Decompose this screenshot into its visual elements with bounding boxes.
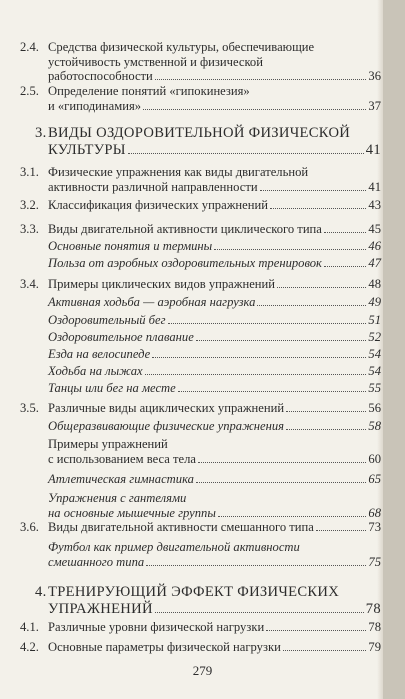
toc-entry-page: 68	[368, 505, 381, 520]
toc-entry-title-line: Различные виды ациклических упражнений	[48, 401, 285, 415]
dot-leader	[146, 565, 366, 566]
toc-entry-page: 47	[368, 256, 381, 270]
dot-leader	[145, 374, 367, 375]
toc-entry-title-line: работоспособности	[48, 69, 153, 83]
toc-entry-page: 52	[368, 330, 381, 344]
toc-entry-number: 4.1.	[20, 620, 39, 634]
toc-entry-title-line: ТРЕНИРУЮЩИЙ ЭФФЕКТ ФИЗИЧЕСКИХ	[48, 584, 340, 600]
toc-entry-title-line: Основные понятия и термины	[48, 239, 213, 253]
dot-leader	[286, 429, 366, 430]
toc-entry-page: 78	[365, 600, 381, 617]
page-number: 279	[192, 663, 213, 678]
dot-leader	[152, 357, 366, 358]
toc-entry-title-line: УПРАЖНЕНИЙ	[48, 600, 153, 617]
toc-entry-page: 51	[368, 313, 381, 327]
dot-leader	[155, 612, 364, 613]
toc-entry-title-line: Упражнения с гантелями	[48, 491, 187, 505]
toc-entry-page: 58	[368, 419, 381, 433]
toc-entry-number: 2.5.	[20, 84, 39, 98]
toc-entry-title-line: Виды двигательной активности смешанного типа	[48, 520, 314, 534]
toc-entry-title-line: Определение понятий «гипокинезия»	[48, 84, 250, 98]
dot-leader	[128, 153, 364, 154]
toc-entry-title-line: на основные мышечные группы	[48, 505, 216, 520]
toc-entry-title-line: Оздоровительное плавание	[48, 330, 194, 344]
toc-entry-page: 41	[368, 179, 381, 194]
toc-entry-title-line: Виды двигательной активности циклического типа	[48, 222, 322, 236]
toc-entry-page: 78	[368, 620, 381, 634]
toc-entry-page: 36	[368, 69, 381, 83]
toc-entry-title-line: КУЛЬТУРЫ	[48, 141, 126, 158]
toc-entry-number: 3.	[35, 125, 47, 141]
dot-leader	[143, 109, 366, 110]
toc-entry-number: 3.4.	[20, 277, 39, 291]
dot-leader	[316, 530, 367, 531]
dot-leader	[257, 305, 366, 306]
toc-entry-page: 41	[365, 141, 381, 158]
toc-entry-title-line: и «гиподинамия»	[48, 98, 142, 113]
toc-entry-title-line: Общеразвивающие физические упражнения	[48, 419, 285, 433]
dot-leader	[198, 462, 366, 463]
dot-leader	[218, 516, 367, 517]
dot-leader	[324, 232, 367, 233]
dot-leader	[155, 79, 367, 80]
toc-entry-number: 3.2.	[20, 198, 39, 212]
toc-entry-page: 43	[368, 198, 381, 212]
toc-entry-title-line: Езда на велосипеде	[48, 347, 151, 361]
dot-leader	[283, 650, 367, 651]
toc-entry-title-line: Футбол как пример двигательной активности	[48, 540, 300, 554]
dot-leader	[178, 391, 367, 392]
toc-entry-title-line: Оздоровительный бег	[48, 313, 166, 327]
toc-entry-page: 75	[368, 554, 381, 569]
toc-entry-number: 4.2.	[20, 640, 39, 654]
toc-entry-page: 49	[368, 295, 381, 309]
toc-entry-number: 4.	[35, 584, 47, 600]
toc-entry-title-line: Различные уровни физической нагрузки	[48, 620, 265, 634]
toc-entry-title-line: с использованием веса тела	[48, 451, 196, 466]
dot-leader	[196, 340, 367, 341]
toc-entry-page: 45	[368, 222, 381, 236]
dot-leader	[324, 266, 366, 267]
toc-entry-page: 54	[368, 364, 381, 378]
toc-entry-title-line: Средства физической культуры, обеспечивающие	[48, 40, 315, 54]
toc-entry-page: 60	[368, 451, 381, 466]
toc-entry-title-line: Атлетическая гимнастика	[48, 472, 194, 486]
toc-entry-number: 3.3.	[20, 222, 39, 236]
toc-entry-page: 55	[368, 381, 381, 395]
toc-entry-page: 54	[368, 347, 381, 361]
toc-entry-title-line: смешанного типа	[48, 554, 145, 569]
dot-leader	[168, 323, 367, 324]
dot-leader	[196, 482, 366, 483]
toc-entry-title-line: Активная ходьба — аэробная нагрузка	[48, 295, 256, 309]
dot-leader	[277, 287, 366, 288]
toc-entry-page: 46	[368, 239, 381, 253]
next-page-edge	[383, 0, 405, 699]
toc-entry-page: 73	[368, 520, 381, 534]
dot-leader	[286, 411, 366, 412]
toc-entry-title-line: Ходьба на лыжах	[48, 364, 143, 378]
dot-leader	[260, 190, 367, 191]
toc-entry-number: 2.4.	[20, 40, 39, 54]
toc-entry-title-line: Основные параметры физической нагрузки	[48, 640, 281, 654]
toc-entry-number: 3.1.	[20, 165, 39, 179]
dot-leader	[214, 249, 366, 250]
toc-entry-title-line: Примеры циклических видов упражнений	[48, 277, 276, 291]
toc-entry-title-line: Польза от аэробных оздоровительных тренировок	[48, 256, 322, 270]
toc-entry-title-line: Примеры упражнений	[48, 437, 168, 451]
toc-entry-page: 48	[368, 277, 381, 291]
toc-entry-number: 3.5.	[20, 401, 39, 415]
dot-leader	[270, 208, 366, 209]
toc-entry-title-line: активности различной направленности	[48, 179, 258, 194]
toc-entry-page: 65	[368, 472, 381, 486]
dot-leader	[266, 630, 366, 631]
toc-entry-page: 79	[368, 640, 381, 654]
toc-entry-title-line: Физические упражнения как виды двигательной	[48, 165, 309, 179]
toc-entry-title-line: устойчивость умственной и физической	[48, 54, 263, 69]
toc-entry-number: 3.6.	[20, 520, 39, 534]
toc-entry-page: 37	[368, 98, 381, 113]
toc-entry-title-line: Классификация физических упражнений	[48, 198, 268, 212]
toc-entry-page: 56	[368, 401, 381, 415]
toc-entry-title-line: Танцы или бег на месте	[48, 381, 176, 395]
toc-entry-title-line: ВИДЫ ОЗДОРОВИТЕЛЬНОЙ ФИЗИЧЕСКОЙ	[48, 125, 351, 141]
